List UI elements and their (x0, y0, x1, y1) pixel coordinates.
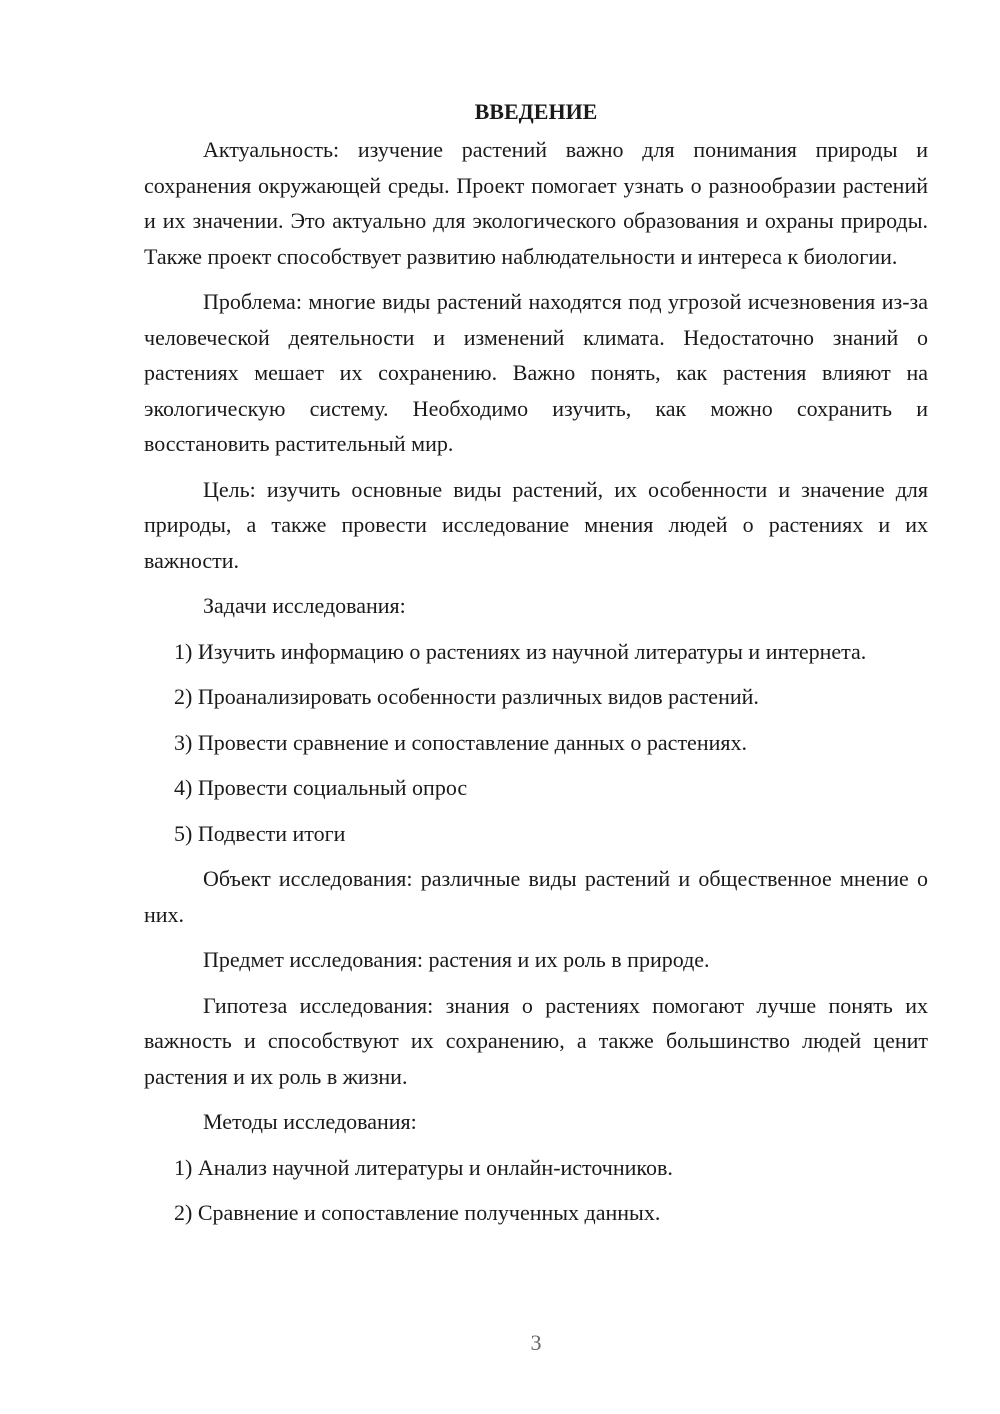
hypothesis-paragraph: Гипотеза исследования: знания о растениях помогают лучше понять их важность и способствуют их сохранению, а также большинство людей ценит растения и их роль в жизни. (144, 992, 928, 1089)
task-item: 4) Провести социальный опрос (174, 775, 468, 800)
task-item: 3) Провести сравнение и сопоставление данных о растениях. (174, 729, 747, 755)
relevance-paragraph: Актуальность: изучение растений важно для понимания природы и сохранения окружающей среды. Проект помогает узнать о разнообразии растений и их значении. Это актуально для экологического образования и охраны природы. Также проект способствует развитию наблюдательности и интереса к биологии. (144, 137, 928, 269)
task-item: 5) Подвести итоги (174, 820, 346, 846)
subject-paragraph: Предмет исследования: растения и их роль в природе. (203, 947, 710, 972)
problem-paragraph: Проблема: многие виды растений находятся под угрозой исчезновения из-за человеческой деятельности и изменений климата. Недостаточно знаний о растениях мешает их сохранению. Важно понять, как растения влияют на экологическую систему. Необходимо изучить, как можно сохранить и восстановить растительный мир. (144, 289, 928, 456)
method-item: 1) Анализ научной литературы и онлайн-источников. (174, 1154, 673, 1180)
goal-paragraph: Цель: изучить основные виды растений, их особенности и значение для природы, а также провести исследование мнения людей о растениях и их важности. (144, 476, 928, 573)
page-number: 3 (530, 1330, 542, 1355)
task-item: 2) Проанализировать особенности различных видов растений. (174, 684, 759, 709)
document-body (144, 96, 928, 1241)
methods-heading: Методы исследования: (203, 1109, 417, 1134)
task-item: 1) Изучить информацию о растениях из научной литературы и интернета. (174, 638, 867, 664)
method-item: 2) Сравнение и сопоставление полученных данных. (174, 1200, 661, 1225)
tasks-heading: Задачи исследования: (203, 593, 406, 618)
object-paragraph: Объект исследования: различные виды растений и общественное мнение о них. (144, 866, 928, 927)
document-title: ВВЕДЕНИЕ (474, 99, 598, 124)
